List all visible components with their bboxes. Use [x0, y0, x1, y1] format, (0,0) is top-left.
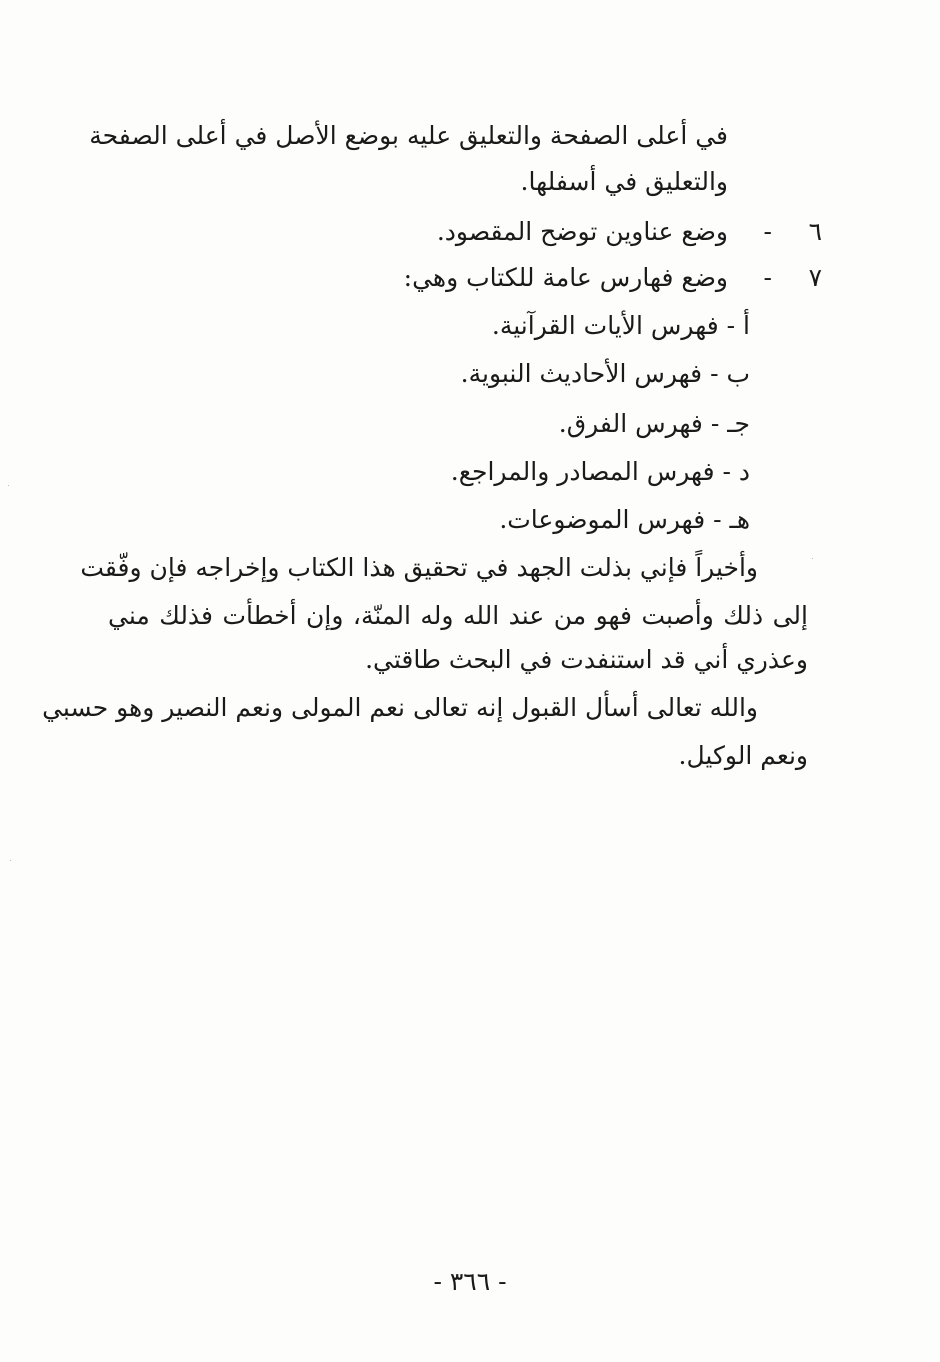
item-7-dash: - [763, 263, 772, 292]
intro-line-1: في أعلى الصفحة والتعليق عليه بوضع الأصل في أعلى الصفحة [89, 121, 728, 150]
index-item-jim: جـ - فهرس الفرق. [558, 409, 750, 438]
closing-line-3: وعذري أني قد استنفدت في البحث طاقتي. [365, 645, 808, 674]
item-7-number: ٧ [808, 263, 822, 292]
index-item-ha: هـ - فهرس الموضوعات. [499, 505, 750, 534]
prayer-line-2: ونعم الوكيل. [678, 741, 808, 770]
item-6-number: ٦ [808, 217, 822, 246]
index-item-dal: د - فهرس المصادر والمراجع. [450, 457, 750, 486]
scan-speck [10, 860, 11, 861]
index-item-a: أ - فهرس الأيات القرآنية. [491, 311, 750, 340]
item-6-dash: - [763, 217, 772, 246]
scan-speck [8, 485, 9, 486]
scan-speck [812, 558, 813, 559]
closing-line-2: إلى ذلك وأصبت فهو من عند الله وله المنّة، وإن أخطأت فذلك مني [108, 601, 808, 630]
index-item-b: ب - فهرس الأحاديث النبوية. [460, 359, 750, 388]
item-6-text: وضع عناوين توضح المقصود. [436, 217, 728, 246]
intro-line-2: والتعليق في أسفلها. [520, 167, 728, 196]
closing-line-1: وأخيراً فإني بذلت الجهد في تحقيق هذا الكتاب وإخراجه فإن وفّقت [80, 553, 758, 582]
prayer-line-1: والله تعالى أسأل القبول إنه تعالى نعم المولى ونعم النصير وهو حسبي [42, 693, 758, 722]
item-7-text: وضع فهارس عامة للكتاب وهي: [403, 263, 728, 292]
page-number: - ٣٦٦ - [433, 1267, 507, 1296]
